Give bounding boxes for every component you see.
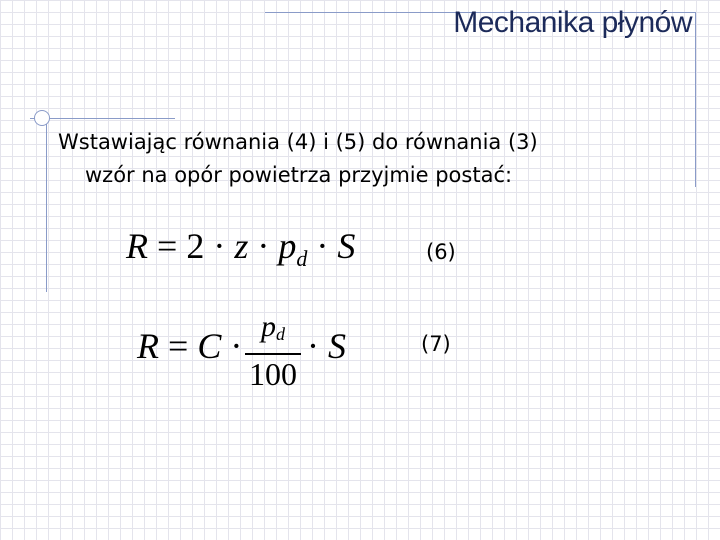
horizontal-accent-line	[30, 118, 175, 119]
eq7-sub-d: d	[276, 324, 285, 344]
equation-7-number: (7)	[421, 332, 451, 356]
eq7-numerator	[245, 312, 301, 349]
eq7-lhs: R	[137, 326, 159, 366]
eq7-right-part	[307, 324, 346, 368]
eq6-var-p: p	[278, 226, 297, 266]
eq6-equals: =	[157, 226, 178, 266]
left-accent-line	[46, 112, 47, 292]
eq7-dot-1: ·	[230, 326, 243, 366]
eq7-dot-2: ·	[307, 326, 319, 366]
slide-title: Mechanika płynów	[453, 6, 692, 39]
eq6-dot-1: ·	[213, 226, 226, 266]
right-accent-line	[695, 12, 696, 187]
eq6-sub-d: d	[296, 246, 308, 271]
equation-6	[126, 224, 355, 281]
eq6-var-S: S	[337, 226, 356, 266]
eq7-var-S: S	[328, 326, 346, 366]
eq6-coef: 2	[186, 226, 205, 266]
eq7-denominator: 100	[249, 356, 297, 392]
eq7-fraction-bar	[245, 353, 301, 355]
eq7-var-C: C	[197, 326, 222, 366]
equation-6-number: (6)	[426, 240, 456, 264]
eq6-dot-3: ·	[316, 226, 329, 266]
circle-ornament	[34, 110, 50, 126]
eq7-num-p: p	[261, 310, 276, 343]
body-text-line-2: wzór na opór powietrza przyjmie postać:	[85, 163, 513, 187]
body-text	[58, 126, 678, 192]
body-text-line-1: Wstawiając równania (4) i (5) do równania (3)	[58, 130, 538, 154]
eq6-dot-2: ·	[257, 226, 270, 266]
eq7-left-part	[137, 324, 242, 368]
eq6-lhs: R	[126, 226, 148, 266]
eq7-equals: =	[168, 326, 189, 366]
eq7-fraction	[245, 312, 301, 391]
eq6-var-z: z	[234, 226, 249, 266]
